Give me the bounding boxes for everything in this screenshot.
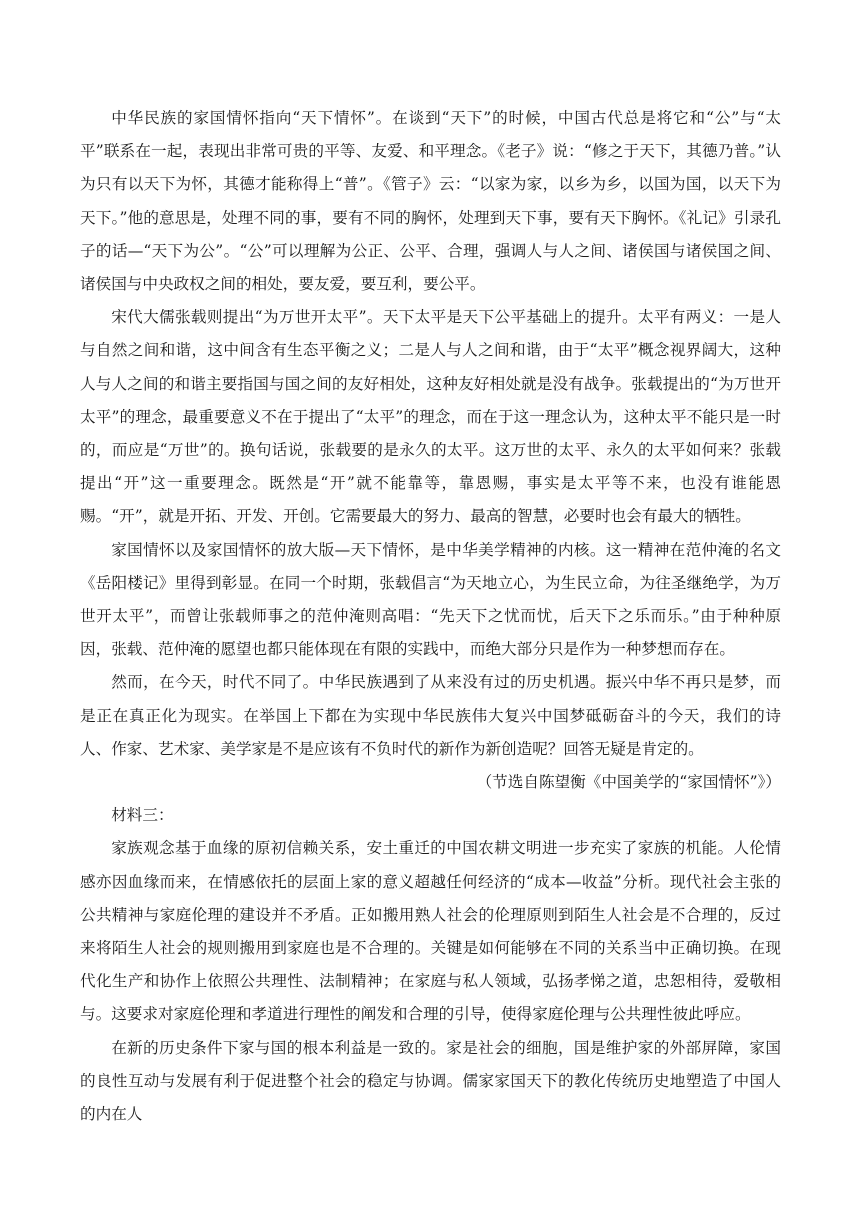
paragraph-family-and-nation: 在新的历史条件下家与国的根本利益是一致的。家是社会的细胞，国是维护家的外部屏障，家国的良性互动与发展有利于促进整个社会的稳定与协调。儒家家国天下的教化传统历史地塑造了中国人的内在人	[80, 1038, 781, 1124]
document-page	[80, 102, 781, 1131]
paragraph-family-concept: 家族观念基于血缘的原初信赖关系，安土重迁的中国农耕文明进一步充实了家族的机能。人伦情感亦因血缘而来，在情感依托的层面上家的意义超越任何经济的“成本—收益”分析。现代社会主张的公共精神与家庭伦理的建设并不矛盾。正如搬用熟人社会的伦理原则到陌生人社会是不合理的，反过来将陌生人社会的规则搬用到家庭也是不合理的。关键是如何能够在不同的关系当中正确切换。在现代化生产和协作上依照公共理性、法制精神；在家庭与私人领域，弘扬孝悌之道，忠恕相待，爱敬相与。这要求对家庭伦理和孝道进行理性的阐发和合理的引导，使得家庭伦理与公共理性彼此呼应。	[80, 839, 781, 1024]
paragraph-tianxia-qinghuai: 中华民族的家国情怀指向“天下情怀”。在谈到“天下”的时候，中国古代总是将它和“公”与“太平”联系在一起，表现出非常可贵的平等、友爱、和平理念。《老子》说：“修之于天下，其德乃普。”认为只有以天下为怀，其德才能称得上“普”。《管子》云：“以家为家，以乡为乡，以国为国，以天下为天下。”他的意思是，处理不同的事，要有不同的胸怀，处理到天下事，要有天下胸怀。《礼记》引录孔子的话—“天下为公”。“公”可以理解为公正、公平、合理，强调人与人之间、诸侯国与诸侯国之间、诸侯国与中央政权之间的相处，要友爱，要互利，要公平。	[80, 109, 781, 294]
source-citation: （节选自陈望衡《中国美学的“家国情怀”》）	[476, 773, 781, 792]
paragraph-aesthetic-core: 家国情怀以及家国情怀的放大版—天下情怀，是中华美学精神的内核。这一精神在范仲淹的名文《岳阳楼记》里得到彰显。在同一个时期，张载倡言“为天地立心，为生民立命，为往圣继绝学，为万世开太平”，而曾让张载师事之的范仲淹则高唱：“先天下之忧而忧，后天下之乐而乐。”由于种种原因，张载、范仲淹的愿望也都只能体现在有限的实践中，而绝大部分只是作为一种梦想而存在。	[80, 540, 781, 659]
paragraph-zhang-zai-taiping: 宋代大儒张载则提出“为万世开太平”。天下太平是天下公平基础上的提升。太平有两义：一是人与自然之间和谐，这中间含有生态平衡之义；二是人与人之间和谐，由于“太平”概念视界阔大，这种人与人之间的和谐主要指国与国之间的友好相处，这种友好相处就是没有战争。张载提出的“为万世开太平”的理念，最重要意义不在于提出了“太平”的理念，而在于这一理念认为，这种太平不能只是一时的，而应是“万世”的。换句话说，张载要的是永久的太平。这万世的太平、永久的太平如何来？张载提出“开”这一重要理念。既然是“开”就不能靠等，靠恩赐，事实是太平等不来，也没有谁能恩赐。“开”，就是开拓、开发、开创。它需要最大的努力、最高的智慧，必要时也会有最大的牺牲。	[80, 308, 781, 526]
material-three-label: 材料三：	[111, 806, 174, 825]
paragraph-new-era: 然而，在今天，时代不同了。中华民族遇到了从来没有过的历史机遇。振兴中华不再只是梦，而是正在真正化为现实。在举国上下都在为实现中华民族伟大复兴中国梦砥砺奋斗的今天，我们的诗人、作家、艺术家、美学家是不是应该有不负时代的新作为新创造呢？回答无疑是肯定的。	[80, 673, 781, 758]
